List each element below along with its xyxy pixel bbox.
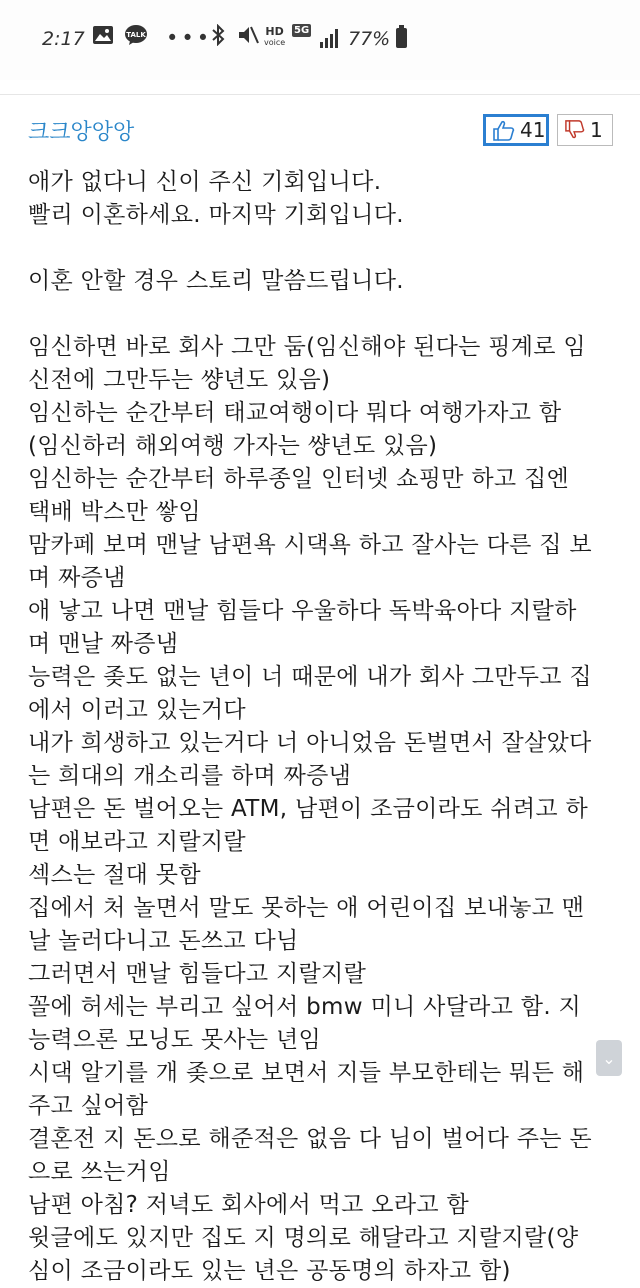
comment-line: 집에서 처 놀면서 말도 못하는 애 어린이집 보내놓고 맨 bbox=[28, 895, 585, 921]
status-time: 2:17 bbox=[42, 28, 85, 50]
comment-line: 며 맨날 짜증냄 bbox=[28, 631, 179, 657]
comment-line: 꼴에 허세는 부리고 싶어서 bmw 미니 사달라고 함. 지 bbox=[28, 994, 582, 1020]
comment-line: 임신하는 순간부터 하루종일 인터넷 쇼핑만 하고 집엔 bbox=[28, 466, 570, 492]
comment-line: 내가 희생하고 있는거다 너 아니었음 돈벌면서 잘살았다 bbox=[28, 730, 592, 756]
chevron-down-icon: ⌄ bbox=[602, 1048, 616, 1068]
comment-line: 능력은 좆도 없는 년이 너 때문에 내가 회사 그만두고 집 bbox=[28, 664, 592, 690]
blank-line bbox=[28, 298, 618, 331]
like-count: 41 bbox=[520, 118, 546, 142]
kakaotalk-icon bbox=[124, 24, 148, 53]
comment-line: 으로 쓰는거임 bbox=[28, 1159, 171, 1185]
comment-line: 심이 조금이라도 있는 년은 공동명의 하자고 함) bbox=[28, 1258, 511, 1284]
comment-author[interactable]: 크크앙앙앙 bbox=[28, 120, 135, 145]
comment-line: 애가 없다니 신이 주신 기회입니다. bbox=[28, 169, 382, 195]
network-5g-label: 5G bbox=[294, 25, 310, 36]
comment-line: 에서 이러고 있는거다 bbox=[28, 697, 246, 723]
comment-line: 능력으론 모닝도 못사는 년임 bbox=[28, 1027, 322, 1053]
comment-line: 신전에 그만두는 썅년도 있음) bbox=[28, 367, 331, 393]
comment-line: 임신하는 순간부터 태교여행이다 뭐다 여행가자고 함 bbox=[28, 400, 562, 426]
comment-line: 임신하면 바로 회사 그만 둠(임신해야 된다는 핑계로 임 bbox=[28, 334, 586, 360]
scroll-down-button[interactable] bbox=[596, 1040, 622, 1076]
voice-label: voice bbox=[264, 38, 286, 47]
comment-line: 택배 박스만 쌓임 bbox=[28, 499, 201, 525]
battery-icon bbox=[396, 28, 407, 48]
comment-line: 섹스는 절대 못함 bbox=[28, 862, 201, 888]
comment-line: 면 애보라고 지랄지랄 bbox=[28, 829, 246, 855]
like-button[interactable] bbox=[483, 114, 549, 146]
divider bbox=[0, 94, 640, 95]
dislike-count: 1 bbox=[590, 118, 603, 142]
comment-line: 그러면서 맨날 힘들다고 지랄지랄 bbox=[28, 961, 367, 987]
comment-line: 결혼전 지 돈으로 해준적은 없음 다 님이 벌어다 주는 돈 bbox=[28, 1126, 592, 1152]
comment-line: 며 짜증냄 bbox=[28, 565, 126, 591]
comment-line: 애 낳고 나면 맨날 힘들다 우울하다 독박육아다 지랄하 bbox=[28, 598, 577, 624]
comment-line: 주고 싶어함 bbox=[28, 1093, 149, 1119]
blank-line bbox=[28, 232, 618, 265]
comment-line: 이혼 안할 경우 스토리 말씀드립니다. bbox=[28, 268, 404, 294]
thumbs-up-icon bbox=[492, 119, 516, 141]
comment-line: 빨리 이혼하세요. 마지막 기회입니다. bbox=[28, 202, 404, 228]
comment-line: 남편 아침? 저녁도 회사에서 먹고 오라고 함 bbox=[28, 1192, 469, 1218]
mute-icon bbox=[236, 24, 260, 53]
comment-line: 맘카페 보며 맨날 남편욕 시댁욕 하고 잘사는 다른 집 보 bbox=[28, 532, 592, 558]
gallery-icon bbox=[92, 24, 114, 52]
bluetooth-icon bbox=[210, 24, 226, 53]
comment-line: 시댁 알기를 개 좆으로 보면서 지들 부모한테는 뭐든 해 bbox=[28, 1060, 585, 1086]
comment-line: 남편은 돈 벌어오는 ATM, 남편이 조금이라도 쉬려고 하 bbox=[28, 796, 588, 822]
comment-body bbox=[28, 166, 618, 1288]
comment-line: 는 희대의 개소리를 하며 짜증냄 bbox=[28, 763, 352, 789]
status-bar bbox=[0, 0, 640, 80]
comment-line: 날 놀러다니고 돈쓰고 다님 bbox=[28, 928, 299, 954]
hd-label: HD bbox=[265, 25, 284, 38]
signal-icon bbox=[320, 28, 338, 48]
volte-indicator bbox=[264, 26, 285, 48]
comment-line: 윗글에도 있지만 집도 지 명의로 해달라고 지랄지랄(양 bbox=[28, 1225, 579, 1251]
more-notifications-icon: ••• bbox=[166, 26, 213, 50]
thumbs-down-icon bbox=[564, 120, 586, 140]
dislike-button[interactable] bbox=[557, 114, 613, 146]
svg-text:TALK: TALK bbox=[126, 31, 146, 39]
battery-percent: 77% bbox=[348, 28, 391, 50]
comment-line: (임신하러 해외여행 가자는 썅년도 있음) bbox=[28, 433, 438, 459]
